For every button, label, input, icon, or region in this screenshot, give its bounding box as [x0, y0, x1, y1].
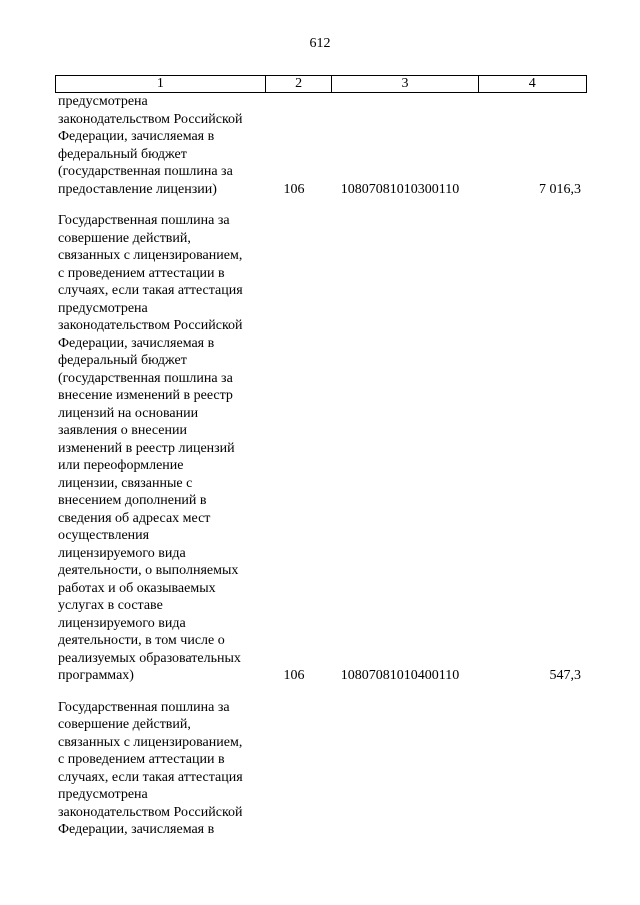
text-line: лицензируемого вида: [58, 545, 186, 561]
header-col-1: 1: [56, 76, 266, 92]
text-line: случаях, если такая аттестация: [58, 283, 243, 298]
text-line: федеральный бюджет: [58, 353, 187, 368]
header-col-2: 2: [266, 76, 333, 92]
row-kbk-code: 10807081010400110: [340, 668, 460, 683]
text-line: (государственная пошлина за: [58, 370, 233, 386]
text-line: внесением дополнений в: [58, 493, 207, 508]
header-col-3: 3: [332, 76, 478, 92]
table-body: [55, 93, 585, 853]
page-number: 612: [309, 36, 331, 51]
row-admin-code: 106: [283, 181, 305, 197]
text-line: совершение действий,: [58, 230, 191, 246]
text-line: деятельности, в том числе о: [58, 633, 225, 648]
text-line: предусмотрена: [58, 787, 148, 802]
text-line: изменений в реестр лицензий: [58, 440, 235, 456]
text-line: случаях, если такая аттестация: [58, 769, 243, 785]
text-line: Государственная пошлина за: [58, 213, 230, 228]
text-line: деятельности, о выполняемых: [58, 563, 239, 578]
text-line: Государственная пошлина за: [58, 699, 230, 715]
text-line: лицензии, связанные с: [58, 475, 193, 491]
text-line: предусмотрена: [58, 300, 148, 316]
row-amount: 547,3: [549, 668, 581, 683]
text-line: предоставление лицензии): [58, 181, 217, 197]
text-line: Федерации, зачисляемая в: [58, 822, 215, 837]
text-line: законодательством Российской: [58, 318, 243, 333]
text-line: услугах в составе: [58, 598, 163, 613]
text-line: законодательством Российской: [58, 804, 243, 820]
row-description: [58, 699, 261, 839]
text-line: лицензируемого вида: [58, 615, 186, 631]
text-line: сведения об адресах мест: [58, 510, 211, 526]
table-header: [55, 75, 587, 93]
text-line: внесение изменений в реестр: [58, 388, 233, 403]
text-line: программах): [58, 668, 134, 683]
text-line: лицензий на основании: [58, 405, 199, 421]
table-row: [55, 699, 585, 839]
row-amount: 7 016,3: [539, 181, 581, 197]
text-line: Федерации, зачисляемая в: [58, 129, 215, 144]
text-line: с проведением аттестации в: [58, 752, 225, 767]
text-line: или переоформление: [58, 458, 184, 473]
text-line: федеральный бюджет: [58, 146, 187, 162]
text-line: реализуемых образовательных: [58, 650, 241, 666]
text-line: осуществления: [58, 528, 150, 543]
text-line: законодательством Российской: [58, 111, 243, 127]
text-line: заявления о внесении: [58, 423, 187, 438]
text-line: связанных с лицензированием,: [58, 734, 243, 750]
row-admin-code: 106: [283, 668, 305, 683]
text-line: работах и об оказываемых: [58, 580, 216, 596]
text-line: предусмотрена: [58, 94, 148, 109]
text-line: связанных с лицензированием,: [58, 248, 243, 263]
text-line: (государственная пошлина за: [58, 164, 233, 179]
text-line: с проведением аттестации в: [58, 265, 225, 281]
header-col-4: 4: [528, 76, 536, 91]
table-row: [55, 93, 585, 198]
table-row: [55, 212, 585, 685]
row-description: [58, 93, 261, 198]
text-line: Федерации, зачисляемая в: [58, 335, 215, 351]
row-description: [58, 212, 261, 685]
text-line: совершение действий,: [58, 717, 191, 732]
row-kbk-code: 10807081010300110: [340, 181, 460, 197]
